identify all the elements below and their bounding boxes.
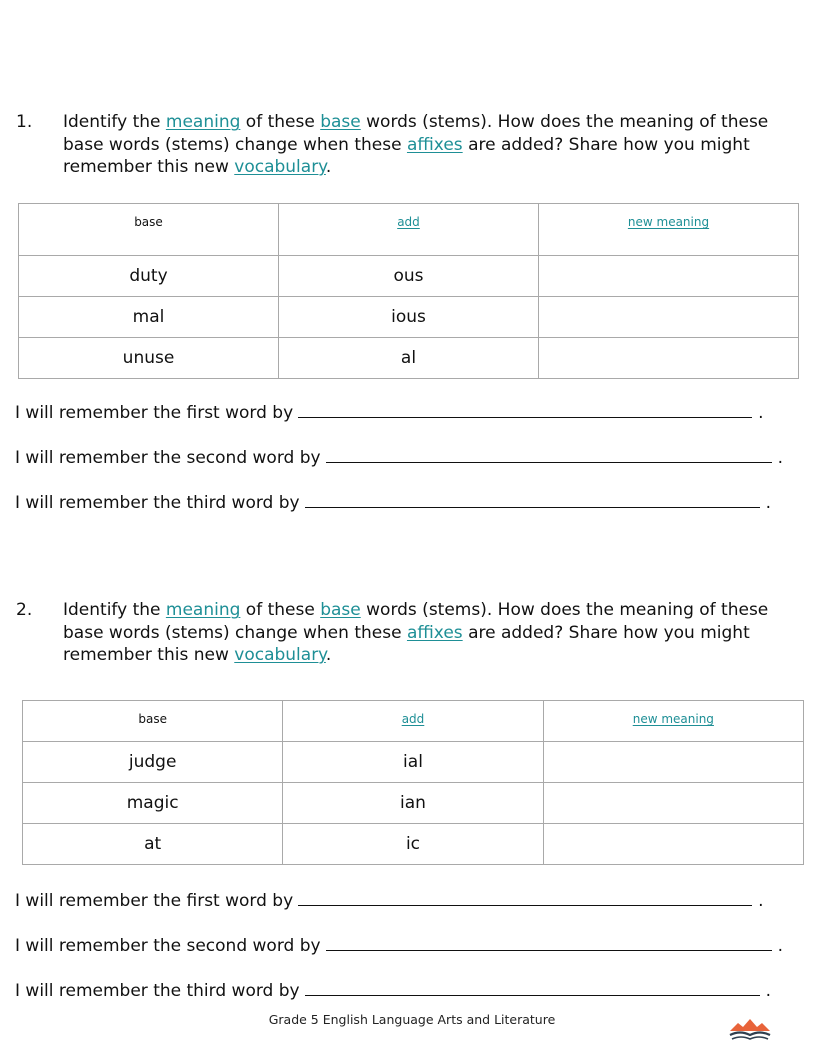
- header-add[interactable]: [283, 701, 543, 742]
- base-link[interactable]: base: [320, 600, 361, 620]
- table-row: [19, 338, 799, 379]
- remember-third-word: I will remember the third word by .: [15, 493, 771, 513]
- affix-cell: al: [279, 338, 539, 379]
- affix-cell: ial: [283, 742, 543, 783]
- table-row: [19, 256, 799, 297]
- table-row: [19, 297, 799, 338]
- mountain-book-logo-icon: [728, 1014, 772, 1044]
- table-row: [23, 742, 804, 783]
- affixes-link[interactable]: affixes: [406, 622, 463, 643]
- add-link[interactable]: add: [397, 215, 420, 229]
- table-row: [23, 824, 804, 865]
- base-link[interactable]: base: [320, 112, 361, 132]
- remember-first-word: I will remember the first word by .: [15, 403, 764, 423]
- affix-cell: ic: [283, 824, 543, 865]
- answer-blank[interactable]: [298, 891, 752, 906]
- affixes-link[interactable]: affixes: [406, 134, 463, 155]
- answer-blank[interactable]: [298, 403, 752, 418]
- header-new-meaning[interactable]: [543, 701, 803, 742]
- base-cell: duty: [19, 256, 279, 297]
- header-base: base: [19, 204, 279, 256]
- meaning-link[interactable]: meaning: [165, 112, 241, 132]
- affix-cell: ious: [279, 297, 539, 338]
- page-footer: Grade 5 English Language Arts and Literature: [268, 1012, 556, 1027]
- meaning-link[interactable]: meaning: [165, 600, 241, 620]
- add-link[interactable]: add: [401, 712, 425, 726]
- base-cell: unuse: [19, 338, 279, 379]
- vocabulary-link[interactable]: vocabulary: [234, 157, 326, 177]
- answer-blank[interactable]: [305, 981, 760, 996]
- new-meaning-cell[interactable]: [543, 742, 803, 783]
- remember-second-word: I will remember the second word by .: [15, 936, 783, 956]
- new-meaning-cell[interactable]: [539, 256, 799, 297]
- new-meaning-cell[interactable]: [539, 338, 799, 379]
- header-new-meaning[interactable]: [539, 204, 799, 256]
- table-header-row: [23, 701, 804, 742]
- table-header-row: [19, 204, 799, 256]
- remember-third-word: I will remember the third word by .: [15, 981, 771, 1001]
- new-meaning-cell[interactable]: [543, 783, 803, 824]
- header-base: base: [23, 701, 283, 742]
- table-row: [23, 783, 804, 824]
- question-number: 1.: [16, 112, 33, 132]
- answer-blank[interactable]: [305, 493, 760, 508]
- base-cell: judge: [23, 742, 283, 783]
- new-meaning-cell[interactable]: [543, 824, 803, 865]
- answer-blank[interactable]: [326, 448, 772, 463]
- remember-second-word: I will remember the second word by .: [15, 448, 783, 468]
- affix-cell: ian: [283, 783, 543, 824]
- question-prompt: Identify the meaning of these base words (stems). How does the meaning of these base words (stems) change when these affixes are added? Share how you might remember this new vocabulary.: [63, 112, 769, 177]
- answer-blank[interactable]: [326, 936, 772, 951]
- new-meaning-cell[interactable]: [539, 297, 799, 338]
- vocabulary-table-1: [18, 203, 799, 379]
- question-1: [16, 111, 796, 179]
- new-meaning-link[interactable]: new meaning: [627, 215, 710, 229]
- question-number: 2.: [16, 600, 33, 620]
- remember-first-word: I will remember the first word by .: [15, 891, 764, 911]
- base-cell: magic: [23, 783, 283, 824]
- vocabulary-link[interactable]: vocabulary: [234, 645, 326, 665]
- question-prompt: Identify the meaning of these base words (stems). How does the meaning of these base words (stems) change when these affixes are added? Share how you might remember this new vocabulary.: [63, 600, 769, 665]
- base-cell: mal: [19, 297, 279, 338]
- question-2: [16, 599, 796, 667]
- vocabulary-table-2: [22, 700, 804, 865]
- header-add[interactable]: [279, 204, 539, 256]
- affix-cell: ous: [279, 256, 539, 297]
- base-cell: at: [23, 824, 283, 865]
- new-meaning-link[interactable]: new meaning: [632, 712, 714, 726]
